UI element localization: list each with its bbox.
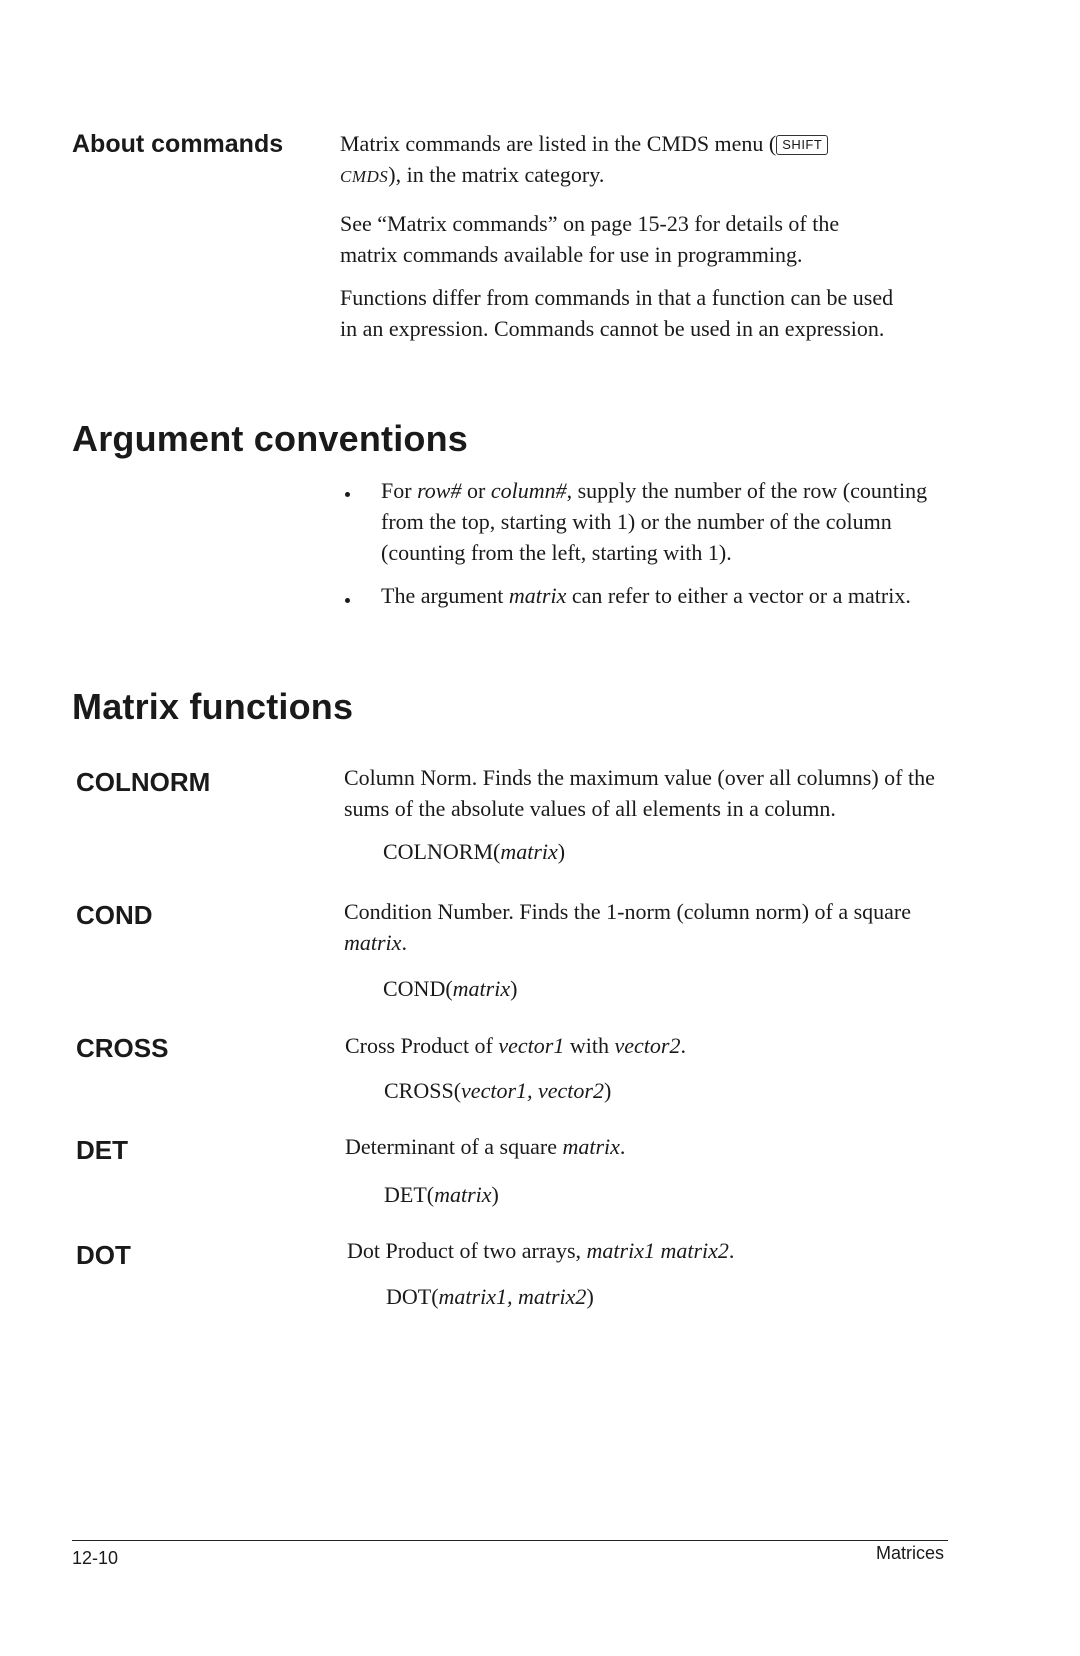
cond-syntax [383,973,517,1004]
dot-desc-pre: Dot Product of two arrays, [347,1238,587,1263]
det-syntax-close: ) [491,1182,499,1207]
colnorm-name: COLNORM [76,767,211,797]
dot-name: DOT [76,1240,131,1270]
cross-syntax-close: ) [603,1078,612,1103]
about-commands-body [340,128,940,344]
colnorm-syntax-args: matrix [500,839,558,864]
page-number: 12-10 [72,1548,119,1568]
argument-conventions-heading: Argument conventions [72,418,469,459]
row-var: row# [417,478,462,503]
dot-syntax [386,1281,594,1312]
about-paragraph-1 [340,128,940,192]
matrix-functions-heading: Matrix functions [72,686,354,727]
bullet1-mid: or [461,478,491,503]
matrix-var: matrix [508,583,567,608]
det-desc-pre: Determinant of a square [345,1134,563,1159]
cross-desc-post: . [680,1033,686,1058]
det-desc-post: . [619,1134,626,1159]
cross-syntax-fn: CROSS( [384,1078,462,1103]
det-syntax [384,1179,499,1210]
cross-syntax-args: vector1, vector2 [461,1078,604,1103]
cross-desc-var2: vector2 [614,1033,681,1058]
about-p1-text-b: ), in the matrix category. [388,162,605,187]
det-name: DET [76,1135,128,1165]
cond-name: COND [76,900,153,930]
cross-desc-var1: vector1 [498,1033,565,1058]
colnorm-syntax-fn: COLNORM( [383,839,501,864]
column-var: column# [490,478,567,503]
cond-syntax-fn: COND( [383,976,453,1001]
about-p1-text-a: Matrix commands are listed in the CMDS menu ( [340,131,777,156]
bullet1-pre: For [381,478,418,503]
cond-description [344,896,924,958]
det-syntax-fn: DET( [384,1182,435,1207]
bullet-icon [345,492,350,497]
dot-desc-var: matrix1 matrix2 [586,1238,729,1263]
cond-desc-pre: Condition Number. Finds the 1-norm (column norm) of a square [344,899,912,924]
argument-bullet-2 [381,580,921,611]
dot-syntax-fn: DOT( [386,1284,439,1309]
chapter-name: Matrices [876,1543,945,1563]
dot-description [347,1235,927,1266]
det-desc-var: matrix [562,1134,620,1159]
colnorm-syntax-close: ) [557,839,566,864]
cross-syntax [384,1075,611,1106]
cond-syntax-close: ) [510,976,518,1001]
cond-desc-var: matrix [344,930,402,955]
about-paragraph-3: Functions differ from commands in that a function can be used in an expression. Commands cannot be used in an expression. [340,285,894,341]
det-syntax-args: matrix [434,1182,492,1207]
about-paragraph-2: See “Matrix commands” on page 15-23 for details of the matrix commands available for use in programming. [340,211,840,267]
cond-syntax-args: matrix [452,976,511,1001]
cmds-keyword: CMDS [340,167,389,186]
dot-syntax-args: matrix1, matrix2 [438,1284,587,1309]
about-commands-heading: About commands [72,130,284,158]
cross-name: CROSS [76,1033,169,1063]
bullet1-post: , supply the number of the row (counting from the top, starting with 1) or the number of the column (counting from the left, starting with 1). [381,478,928,565]
argument-bullet-1 [381,475,941,568]
dot-desc-post: . [728,1238,735,1263]
cross-description [345,1030,925,1061]
dot-syntax-close: ) [586,1284,594,1309]
footer-rule [72,1540,948,1541]
colnorm-syntax [383,836,565,867]
det-description [345,1131,925,1162]
bullet2-post: can refer to either a vector or a matrix. [566,583,911,608]
colnorm-description: Column Norm. Finds the maximum value (over all columns) of the sums of the absolute values of all elements in a column. [344,765,935,821]
bullet2-pre: The argument [381,583,509,608]
cross-desc-pre: Cross Product of [345,1033,499,1058]
bullet-icon [345,598,350,603]
cross-desc-mid: with [564,1033,615,1058]
shift-key-icon: SHIFT [776,135,828,155]
cond-desc-post: . [401,930,407,955]
